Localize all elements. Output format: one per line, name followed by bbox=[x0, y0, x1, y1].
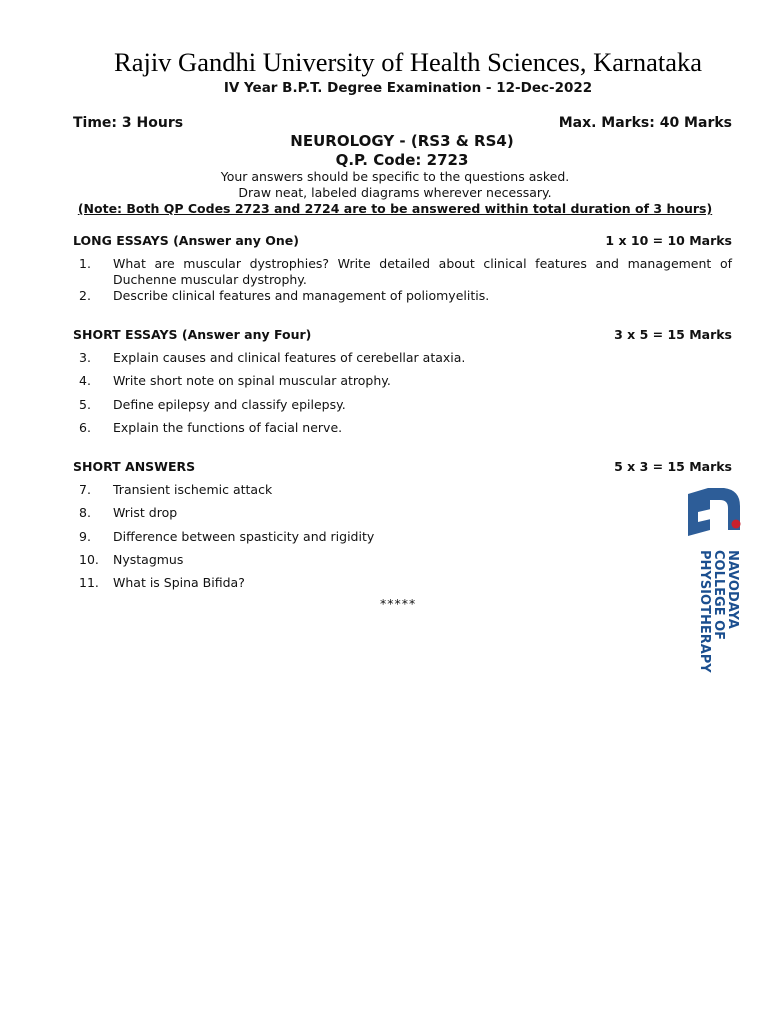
question-text: Difference between spasticity and rigidity bbox=[113, 529, 375, 544]
question-item bbox=[73, 288, 732, 304]
qp-code: Q.P. Code: 2723 bbox=[335, 151, 469, 169]
question-text: What is Spina Bifida? bbox=[113, 575, 245, 590]
question-number: 10. bbox=[79, 552, 99, 567]
navodaya-emblem-icon bbox=[688, 488, 741, 536]
question-number: 9. bbox=[79, 529, 91, 544]
logo-line-physiotherapy: PHYSIOTHERAPY bbox=[697, 550, 712, 673]
question-item bbox=[73, 575, 732, 591]
question-item bbox=[73, 420, 732, 436]
university-title: Rajiv Gandhi University of Health Sciences, Karnataka bbox=[114, 47, 702, 77]
exam-title: IV Year B.P.T. Degree Examination - 12-Dec-2022 bbox=[223, 80, 593, 96]
question-number: 2. bbox=[79, 288, 91, 303]
question-text: Explain causes and clinical features of cerebellar ataxia. bbox=[113, 350, 466, 365]
end-of-paper-mark: ***** bbox=[380, 596, 417, 611]
logo-line-navodaya: NAVODAYA bbox=[725, 550, 740, 629]
question-item bbox=[73, 505, 732, 521]
duration-note: (Note: Both QP Codes 2723 and 2724 are to be answered within total duration of 3 hours) bbox=[77, 201, 713, 216]
question-number: 6. bbox=[79, 420, 91, 435]
question-number: 1. bbox=[79, 256, 91, 271]
instruction-2: Draw neat, labeled diagrams wherever necessary. bbox=[238, 185, 552, 200]
question-text: Nystagmus bbox=[113, 552, 184, 567]
question-item bbox=[73, 529, 732, 545]
question-item bbox=[73, 256, 732, 288]
question-text: Explain the functions of facial nerve. bbox=[113, 420, 343, 435]
section-title-long-essays: LONG ESSAYS (Answer any One) bbox=[73, 233, 299, 248]
question-number: 3. bbox=[79, 350, 91, 365]
question-number: 4. bbox=[79, 373, 91, 388]
section-title-short-essays: SHORT ESSAYS (Answer any Four) bbox=[73, 327, 312, 342]
question-text: What are muscular dystrophies? Write detailed about clinical features and management of Duchenne muscular dystrophy. bbox=[113, 256, 732, 287]
question-item bbox=[73, 552, 732, 568]
question-number: 8. bbox=[79, 505, 91, 520]
question-text: Write short note on spinal muscular atrophy. bbox=[113, 373, 391, 388]
section-marks-short-essays: 3 x 5 = 15 Marks bbox=[614, 327, 732, 342]
subject-title: NEUROLOGY - (RS3 & RS4) bbox=[290, 132, 514, 150]
question-item bbox=[73, 482, 732, 498]
question-number: 11. bbox=[79, 575, 99, 590]
section-marks-short-answers: 5 x 3 = 15 Marks bbox=[614, 459, 732, 474]
question-text: Describe clinical features and management of poliomyelitis. bbox=[113, 288, 490, 303]
question-item bbox=[73, 350, 732, 366]
max-marks: Max. Marks: 40 Marks bbox=[558, 115, 732, 131]
navodaya-logo-watermark bbox=[684, 486, 744, 686]
question-text: Define epilepsy and classify epilepsy. bbox=[113, 397, 346, 412]
question-item bbox=[73, 397, 732, 413]
exam-time: Time: 3 Hours bbox=[73, 115, 184, 131]
logo-line-college: COLLEGE OF bbox=[711, 550, 726, 641]
question-text: Transient ischemic attack bbox=[113, 482, 273, 497]
question-text: Wrist drop bbox=[113, 505, 178, 520]
question-number: 5. bbox=[79, 397, 91, 412]
section-title-short-answers: SHORT ANSWERS bbox=[73, 459, 196, 474]
question-item bbox=[73, 373, 732, 389]
instruction-1: Your answers should be specific to the questions asked. bbox=[220, 169, 570, 184]
question-number: 7. bbox=[79, 482, 91, 497]
section-marks-long-essays: 1 x 10 = 10 Marks bbox=[605, 233, 732, 248]
